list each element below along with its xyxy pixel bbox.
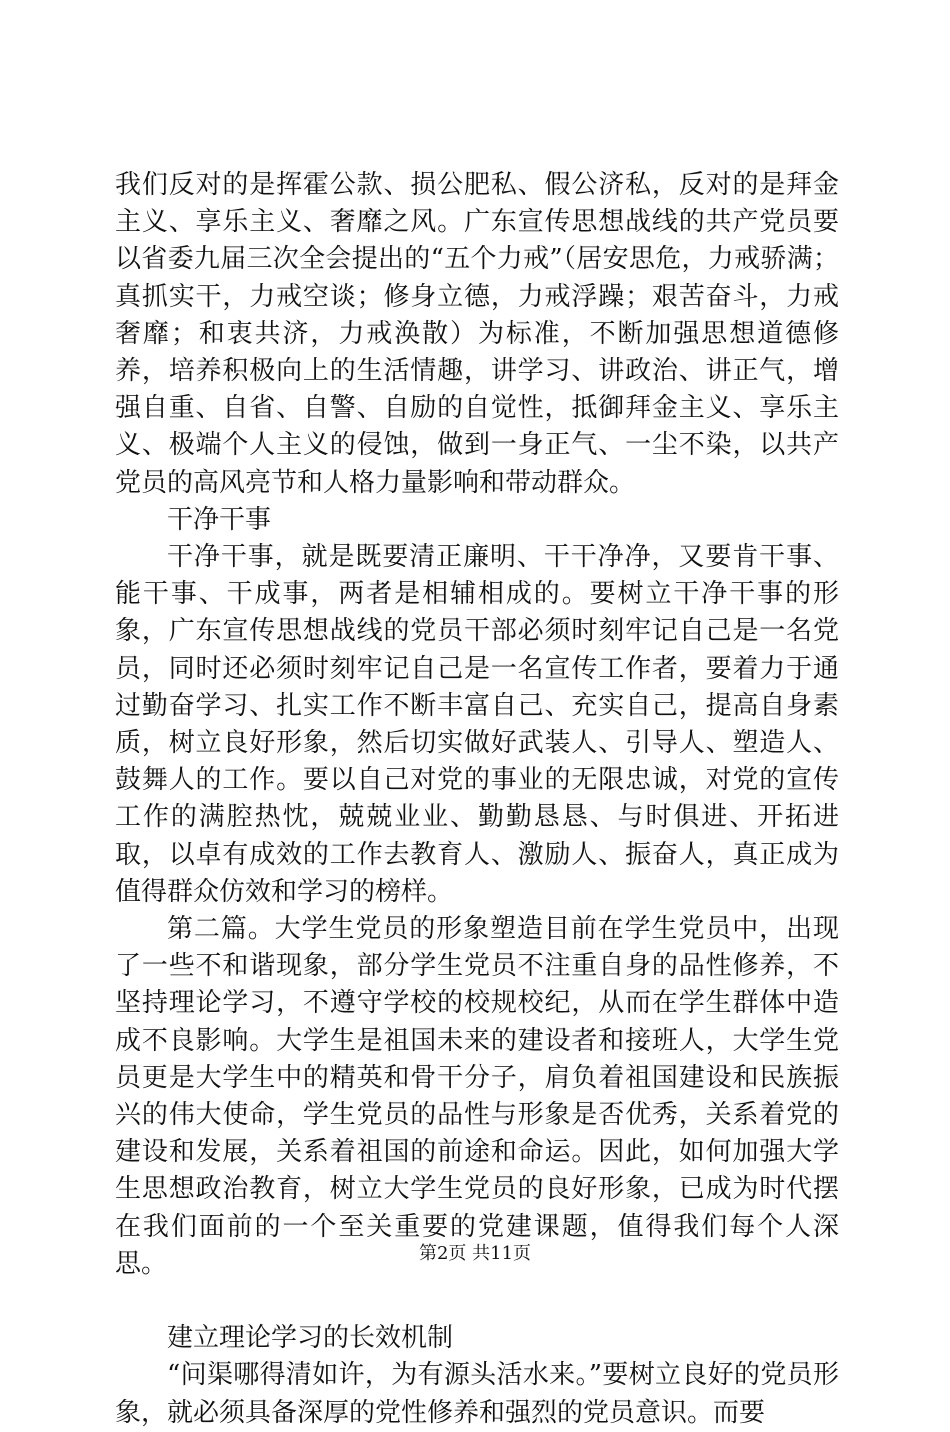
body-paragraph: “问渠哪得清如许，为有源头活水来。”要树立良好的党员形象，就必须具备深厚的党性修养和强烈的党员意识。而要 xyxy=(115,1360,839,1428)
body-paragraph: 我们反对的是挥霍公款、损公肥私、假公济私，反对的是拜金主义、享乐主义、奢靡之风。广东宣传思想战线的共产党员要以省委九届三次全会提出的“五个力戒”（居安思危，力戒骄满；真抓实干，力戒空谈；修身立德，力戒浮躁；艰苦奋斗，力戒奢靡；和衷共济，力戒涣散）为标准，不断加强思想道德修养，培养积极向上的生活情趣，讲学习、讲政治、讲正气，增强自重、自省、自警、自励的自觉性，抵御拜金主义、享乐主义、极端个人主义的侵蚀，做到一身正气、一尘不染，以共产党员的高风亮节和人格力量影响和带动群众。 xyxy=(115,170,839,498)
section-heading: 建立理论学习的长效机制 xyxy=(167,1323,454,1354)
body-paragraph: 干净干事，就是既要清正廉明、干干净净，又要肯干事、能干事、干成事，两者是相辅相成的。要树立干净干事的形象，广东宣传思想战线的党员干部必须时刻牢记自己是一名党员，同时还必须时刻牢记自己是一名宣传工作者，要着力于通过勤奋学习、扎实工作不断丰富自己、充实自己，提高自身素质，树立良好形象，然后切实做好武装人、引导人、塑造人、鼓舞人的工作。要以自己对党的事业的无限忠诚，对党的宣传工作的满腔热忱，兢兢业业、勤勤恳恳、与时俱进、开拓进取，以卓有成效的工作去教育人、激励人、振奋人，真正成为值得群众仿效和学习的榜样。 xyxy=(115,542,839,907)
section-heading: 干净干事 xyxy=(167,504,272,535)
body-paragraph: 第二篇。大学生党员的形象塑造目前在学生党员中，出现了一些不和谐现象，部分学生党员不注重自身的品性修养，不坚持理论学习，不遵守学校的校规校纪，从而在学生群体中造成不良影响。大学生是祖国未来的建设者和接班人，大学生党员更是大学生中的精英和骨干分子，肩负着祖国建设和民族振兴的伟大使命，学生党员的品性与形象是否优秀，关系着党的建设和发展，关系着祖国的前途和命运。因此，如何加强大学生思想政治教育，树立大学生党员的良好形象，已成为时代摆在我们面前的一个至关重要的党建课题，值得我们每个人深思。 xyxy=(115,914,839,1279)
page-footer: 第2页 共11页 xyxy=(418,1243,532,1264)
paragraph-gap xyxy=(115,1283,839,1320)
